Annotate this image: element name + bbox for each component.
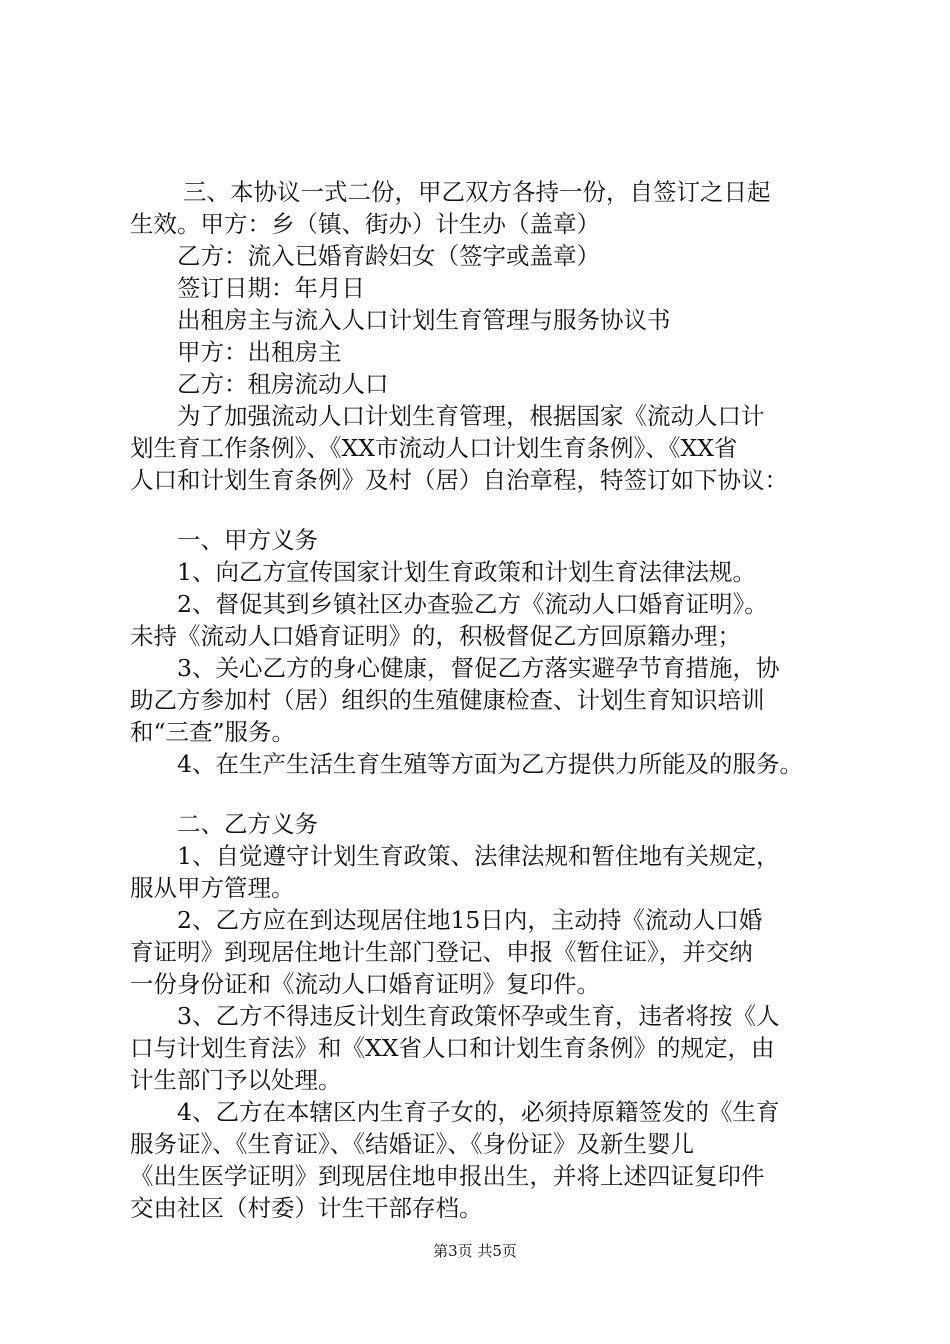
text-line: 一份身份证和《流动人口婚育证明》复印件。 — [130, 970, 600, 998]
text-line: 生效。甲方：乡（镇、街办）计生办（盖章） — [130, 210, 600, 238]
text-line: 3、乙方不得违反计划生育政策怀孕或生育，违者将按《人 — [177, 1002, 780, 1030]
page-number-footer: 第3页 共5页 — [433, 1242, 517, 1260]
text-line: 出租房主与流入人口计划生育管理与服务协议书 — [177, 306, 671, 334]
text-line: 2、乙方应在到达现居住地15日内，主动持《流动人口婚 — [177, 906, 763, 934]
text-line: 三、本协议一式二份，甲乙双方各持一份，自签订之日起 — [183, 178, 771, 206]
text-line: 乙方：租房流动人口 — [177, 370, 389, 398]
text-line: 口与计划生育法》和《XX省人口和计划生育条例》的规定，由 — [130, 1034, 775, 1062]
text-line: 人口和计划生育条例》及村（居）自治章程，特签订如下协议： — [130, 466, 788, 494]
text-line: 4、在生产生活生育生殖等方面为乙方提供力所能及的服务。 — [177, 750, 803, 778]
section-gap — [130, 780, 848, 808]
text-line: 服务证》、《生育证》、《结婚证》、《身份证》及新生婴儿 — [130, 1130, 694, 1158]
text-line: 4、乙方在本辖区内生育子女的，必须持原籍签发的《生育 — [177, 1098, 780, 1126]
text-line: 甲方：出租房主 — [177, 338, 342, 366]
text-line: 为了加强流动人口计划生育管理，根据国家《流动人口计 — [177, 402, 765, 430]
text-line: 和“三查”服务。 — [130, 718, 296, 746]
text-line: 划生育工作条例》、《XX市流动人口计划生育条例》、《XX省 — [130, 434, 738, 462]
text-line: 未持《流动人口婚育证明》的，积极督促乙方回原籍办理； — [130, 622, 741, 650]
text-line: 交由社区（村委）计生干部存档。 — [130, 1194, 483, 1222]
text-line: 2、督促其到乡镇社区办查验乙方《流动人口婚育证明》。 — [177, 590, 768, 618]
text-line: 3、关心乙方的身心健康，督促乙方落实避孕节育措施，协 — [177, 654, 780, 682]
text-line: 服从甲方管理。 — [130, 874, 295, 902]
text-line: 计生部门予以处理。 — [130, 1066, 342, 1094]
text-line: 1、向乙方宣传国家计划生育政策和计划生育法律法规。 — [177, 558, 756, 586]
section-gap — [130, 496, 848, 524]
text-line: 《出生医学证明》到现居住地申报出生，并将上述四证复印件 — [130, 1162, 765, 1190]
section-heading: 二、乙方义务 — [177, 810, 318, 838]
section-heading: 一、甲方义务 — [177, 526, 318, 554]
text-line: 1、自觉遵守计划生育政策、法律法规和暂住地有关规定， — [177, 842, 780, 870]
text-line: 乙方：流入已婚育龄妇女（签字或盖章） — [177, 242, 600, 270]
text-line: 育证明》到现居住地计生部门登记、申报《暂住证》，并交纳 — [130, 938, 753, 966]
text-line: 签订日期：年月日 — [177, 274, 365, 302]
document-body — [130, 176, 848, 1224]
text-line: 助乙方参加村（居）组织的生殖健康检查、计划生育知识培训 — [130, 686, 765, 714]
